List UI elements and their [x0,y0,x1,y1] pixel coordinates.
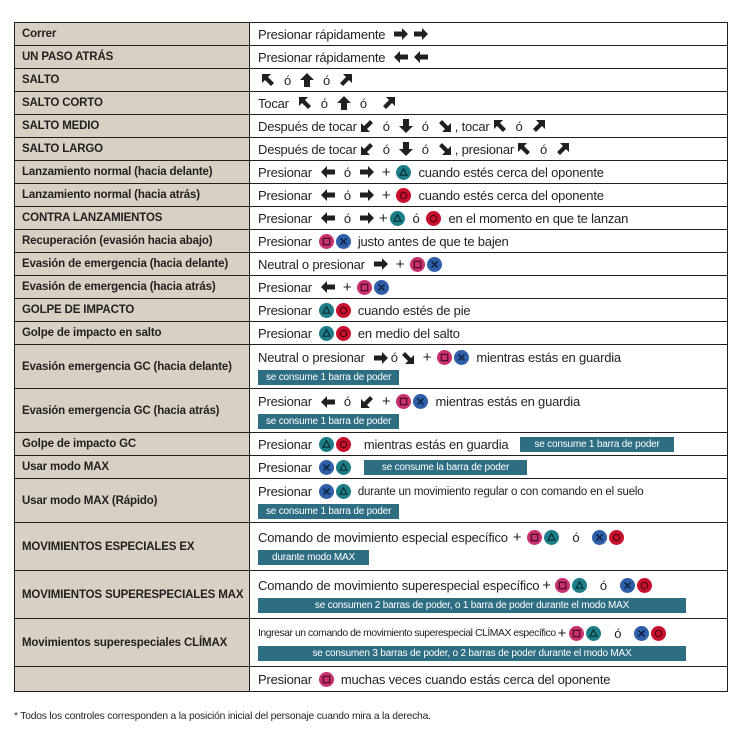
move-input [250,276,728,299]
triangle-button-icon [336,484,351,499]
arrow-left-icon [413,50,429,64]
table-row [15,389,728,433]
input-text: muchas veces cuando estás cerca del oponente [340,671,611,687]
or-text: ó [412,210,420,226]
cross-button-icon [592,530,607,545]
input-text: Presionar [258,459,312,475]
input-text: en medio del salto [357,325,460,341]
arrow-up-right-icon [531,119,547,133]
input-text: , presionar [454,141,514,157]
cross-button-icon [620,578,635,593]
circle-button-icon [336,437,351,452]
table-row [15,138,728,161]
arrow-right-icon [359,211,375,225]
input-text: mientras estás en guardia [363,436,509,452]
or-text: ó [382,118,390,134]
input-text: Presionar [258,325,312,341]
arrow-right-icon [413,27,429,41]
triangle-button-icon [319,303,334,318]
arrow-left-icon [320,211,336,225]
move-name: MOVIMIENTOS SUPERESPECIALES MAX [15,571,250,619]
or-text: ó [572,530,580,545]
plus-sign: + [381,163,391,181]
move-input [250,23,728,46]
cross-button-icon [336,234,351,249]
table-row [15,23,728,46]
power-bar-badge: se consume 1 barra de poder [258,504,399,519]
arrow-up-left-icon [297,96,313,110]
arrow-up-left-icon [492,119,508,133]
input-text: mientras estás en guardia [435,394,581,409]
triangle-button-icon [390,211,405,226]
arrow-right-icon [359,188,375,202]
move-name: CONTRA LANZAMIENTOS [15,207,250,230]
or-text: ó [421,118,429,134]
move-input [250,479,728,523]
square-button-icon [396,394,411,409]
arrow-down-left-icon [359,142,375,156]
table-row [15,161,728,184]
move-input [250,299,728,322]
or-text: ó [359,95,367,111]
square-button-icon [410,257,425,272]
move-name: Usar modo MAX [15,456,250,479]
or-text: ó [343,187,351,203]
plus-sign: + [381,186,391,204]
arrow-up-left-icon [260,73,276,87]
move-input [250,619,728,667]
move-name: Golpe de impacto en salto [15,322,250,345]
triangle-button-icon [586,626,601,641]
or-text: ó [323,72,331,88]
move-input [250,322,728,345]
power-bar-badge: se consume 1 barra de poder [258,370,399,385]
cross-button-icon [634,626,649,641]
move-input [250,207,728,230]
power-bar-badge: se consumen 3 barras de poder, o 2 barras de poder durante el modo MAX [258,646,686,661]
square-button-icon [569,626,584,641]
input-text: justo antes de que te bajen [357,233,509,249]
move-name: SALTO CORTO [15,92,250,115]
square-button-icon [319,672,334,687]
or-text: ó [343,394,351,409]
square-button-icon [555,578,570,593]
cross-button-icon [427,257,442,272]
move-input [250,138,728,161]
input-text: Presionar [258,279,312,295]
plus-sign: + [542,577,551,594]
power-bar-badge: se consume 1 barra de poder [520,437,673,452]
plus-sign: + [395,255,405,273]
arrow-down-right-icon [437,142,453,156]
input-text: Presionar [258,210,312,226]
input-text: Neutral o presionar [258,350,365,365]
move-input [250,667,728,692]
table-row [15,253,728,276]
or-text: ó [284,72,292,88]
move-name: Lanzamiento normal (hacia delante) [15,161,250,184]
plus-sign: + [422,349,432,366]
move-name: SALTO LARGO [15,138,250,161]
table-row [15,479,728,523]
arrow-down-left-icon [359,395,375,409]
or-text: ó [421,141,429,157]
move-input [250,456,728,479]
input-text: Ingresar un comando de movimiento superespecial CLÍMAX específico [258,628,556,639]
move-input [250,92,728,115]
plus-sign: + [378,209,388,227]
circle-button-icon [336,303,351,318]
circle-button-icon [651,626,666,641]
input-text: Presionar [258,394,312,409]
input-text: Presionar rápidamente [258,49,386,65]
input-text: Presionar [258,484,312,499]
input-text: Presionar [258,436,312,452]
triangle-button-icon [319,326,334,341]
circle-button-icon [336,326,351,341]
input-text: Presionar [258,302,312,318]
controls-table [14,22,728,692]
move-input [250,46,728,69]
arrow-right-icon [373,351,389,365]
move-name: SALTO MEDIO [15,115,250,138]
circle-button-icon [609,530,624,545]
cross-button-icon [413,394,428,409]
arrow-down-right-icon [400,351,416,365]
input-text: Después de tocar [258,141,357,157]
power-bar-badge: se consume 1 barra de poder [258,414,399,429]
table-row [15,299,728,322]
table-row [15,230,728,253]
arrow-down-right-icon [437,119,453,133]
arrow-down-icon [398,119,414,133]
table-row [15,184,728,207]
move-name: Correr [15,23,250,46]
input-text: en el momento en que te lanzan [448,210,629,226]
table-row [15,322,728,345]
table-row [15,115,728,138]
triangle-button-icon [319,437,334,452]
move-name: Evasión de emergencia (hacia delante) [15,253,250,276]
move-input [250,345,728,389]
power-bar-badge: se consumen 2 barras de poder, o 1 barra de poder durante el modo MAX [258,598,686,613]
power-bar-badge: se consume la barra de poder [364,460,527,475]
input-text: Presionar [258,671,312,687]
arrow-left-icon [320,395,336,409]
move-input [250,571,728,619]
input-text: Presionar [258,187,312,203]
plus-sign: + [342,278,352,296]
arrow-left-icon [320,165,336,179]
table-row [15,92,728,115]
plus-sign: + [381,393,391,410]
move-input [250,161,728,184]
move-name: SALTO [15,69,250,92]
table-row [15,667,728,692]
square-button-icon [527,530,542,545]
plus-sign: + [557,625,567,642]
square-button-icon [319,234,334,249]
table-row [15,571,728,619]
move-input [250,253,728,276]
arrow-right-icon [359,165,375,179]
arrow-right-icon [373,257,389,271]
triangle-button-icon [572,578,587,593]
input-text: Después de tocar [258,118,357,134]
or-text: ó [515,118,523,134]
input-text: cuando estés cerca del oponente [418,164,604,180]
input-text: , tocar [454,118,490,134]
controls-table-wrapper [14,22,727,692]
circle-button-icon [396,188,411,203]
arrow-right-icon [393,27,409,41]
arrow-up-right-icon [381,96,397,110]
input-text: Comando de movimiento superespecial específico [258,578,540,593]
move-name [15,667,250,692]
move-name: Evasión emergencia GC (hacia delante) [15,345,250,389]
cross-button-icon [454,350,469,365]
cross-button-icon [319,460,334,475]
arrow-up-icon [336,96,352,110]
move-input [250,389,728,433]
arrow-up-right-icon [338,73,354,87]
move-input [250,523,728,571]
move-name: UN PASO ATRÁS [15,46,250,69]
move-input [250,115,728,138]
table-row [15,523,728,571]
or-text: ó [343,210,351,226]
arrow-left-icon [320,188,336,202]
input-text: mientras estás en guardia [476,350,621,365]
arrow-left-icon [320,280,336,294]
move-name: Evasión de emergencia (hacia atrás) [15,276,250,299]
or-text: ó [390,350,398,365]
input-text: cuando estés de pie [357,302,471,318]
input-text: Comando de movimiento especial específico [258,530,508,545]
table-row [15,69,728,92]
arrow-down-icon [398,142,414,156]
triangle-button-icon [544,530,559,545]
table-row [15,276,728,299]
input-text: durante un movimiento regular o con comando en el suelo [357,485,644,498]
or-text: ó [382,141,390,157]
table-row [15,207,728,230]
move-name: GOLPE DE IMPACTO [15,299,250,322]
arrow-up-right-icon [555,142,571,156]
square-button-icon [357,280,372,295]
move-input [250,184,728,207]
move-input [250,230,728,253]
move-name: Usar modo MAX (Rápido) [15,479,250,523]
input-text: Presionar rápidamente [258,26,386,42]
move-name: Golpe de impacto GC [15,433,250,456]
input-text: Tocar [258,95,289,111]
table-row [15,345,728,389]
input-text: Presionar [258,164,312,180]
move-name: MOVIMIENTOS ESPECIALES EX [15,523,250,571]
table-row [15,46,728,69]
input-text: cuando estés cerca del oponente [418,187,604,203]
square-button-icon [437,350,452,365]
move-name: Recuperación (evasión hacia abajo) [15,230,250,253]
or-text: ó [320,95,328,111]
circle-button-icon [426,211,441,226]
arrow-up-icon [299,73,315,87]
move-input [250,433,728,456]
or-text: ó [540,141,548,157]
circle-button-icon [637,578,652,593]
or-text: ó [599,578,607,593]
arrow-down-left-icon [359,119,375,133]
max-mode-badge: durante modo MAX [258,550,369,565]
triangle-button-icon [336,460,351,475]
table-row [15,619,728,667]
footnote: * Todos los controles corresponden a la posición inicial del personaje cuando mira a la derecha. [14,711,431,722]
arrow-up-left-icon [516,142,532,156]
triangle-button-icon [396,165,411,180]
cross-button-icon [319,484,334,499]
move-input [250,69,728,92]
move-name: Lanzamiento normal (hacia atrás) [15,184,250,207]
or-text: ó [343,164,351,180]
cross-button-icon [374,280,389,295]
arrow-left-icon [393,50,409,64]
table-row [15,433,728,456]
input-text: Neutral o presionar [258,256,365,272]
table-row [15,456,728,479]
move-name: Movimientos superespeciales CLÍMAX [15,619,250,667]
or-text: ó [614,626,622,641]
plus-sign: + [512,529,522,546]
input-text: Presionar [258,233,312,249]
move-name: Evasión emergencia GC (hacia atrás) [15,389,250,433]
